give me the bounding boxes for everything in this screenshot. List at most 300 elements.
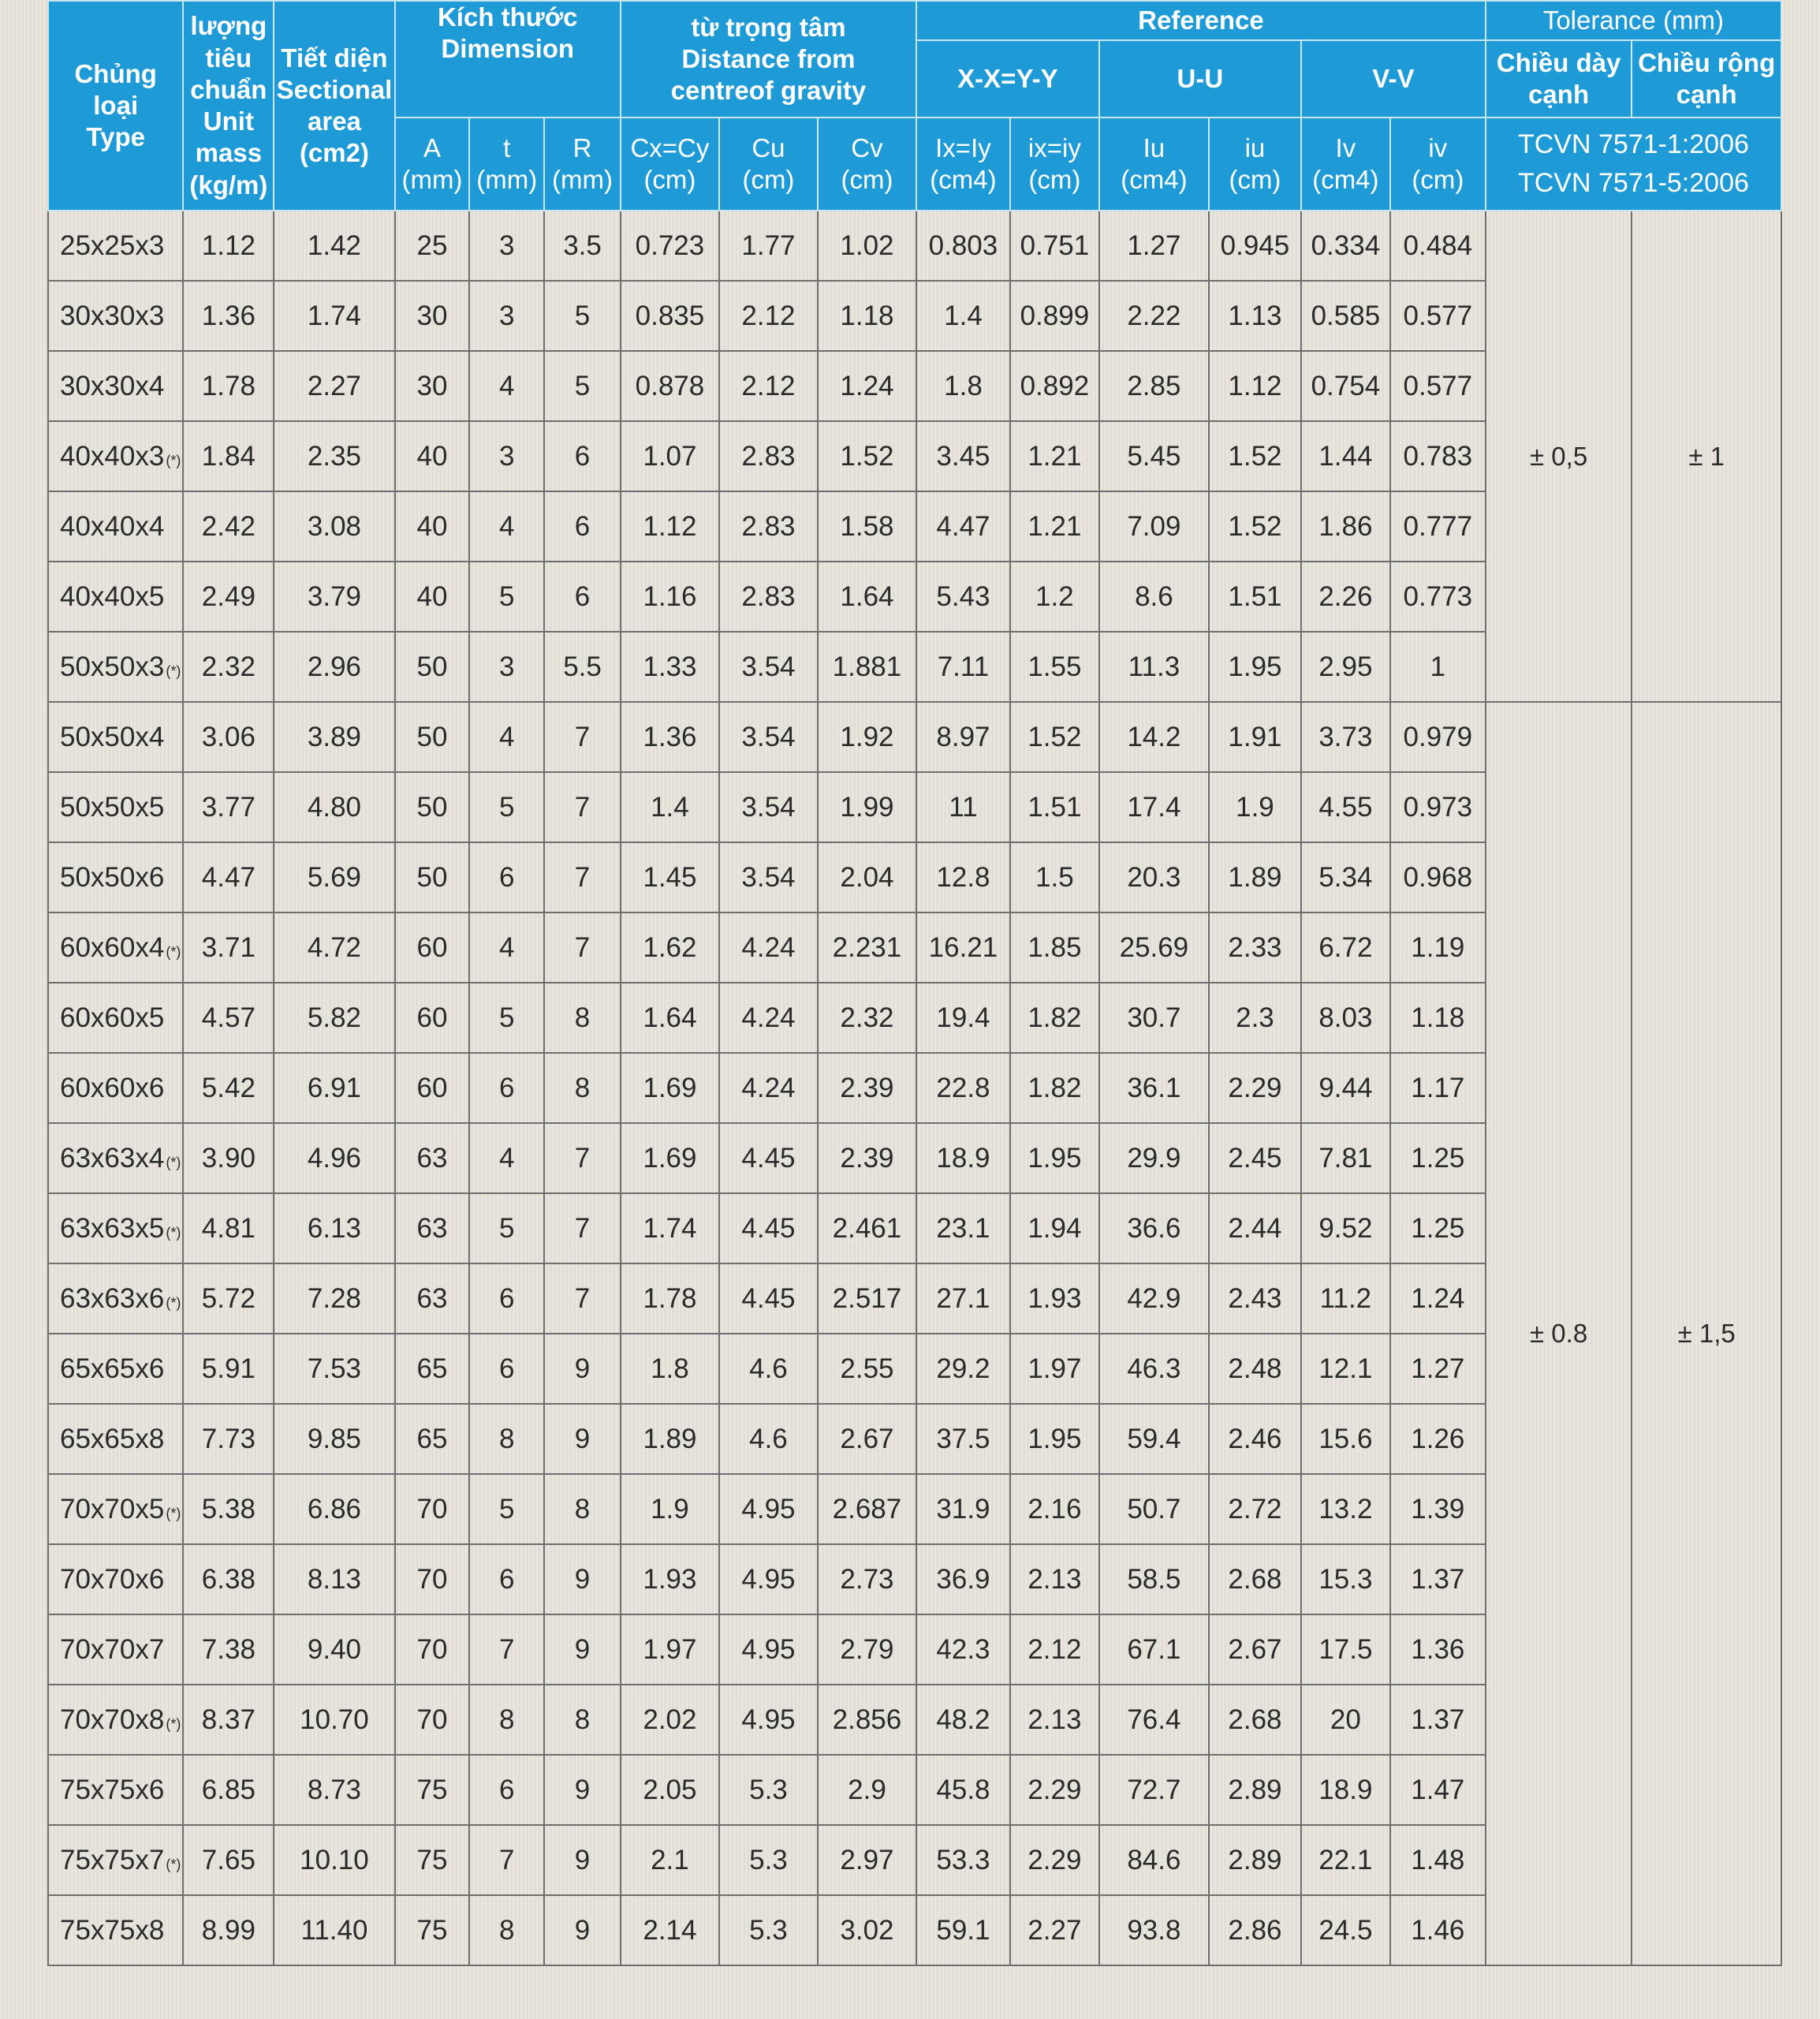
type-label: 60x60x4 (60, 931, 165, 963)
value-cell: 40 (395, 491, 470, 562)
value-cell: 7.53 (274, 1334, 394, 1404)
value-cell: 6 (469, 1334, 544, 1404)
star-marker: (*) (166, 1154, 181, 1170)
value-cell: 50 (395, 772, 470, 842)
value-cell: 4 (469, 351, 544, 421)
value-cell: 0.723 (621, 211, 719, 281)
value-cell: 2.86 (1209, 1895, 1301, 1965)
value-cell: 17.5 (1301, 1614, 1390, 1685)
value-cell: 2.42 (183, 491, 274, 562)
type-cell (48, 1123, 183, 1193)
type-label: 75x75x7 (60, 1844, 165, 1875)
value-cell: 1.25 (1390, 1193, 1486, 1263)
value-cell: 40 (395, 421, 470, 491)
value-cell: 5 (469, 1193, 544, 1263)
value-cell: 7 (544, 1193, 621, 1263)
value-cell: 1.17 (1390, 1053, 1486, 1123)
type-cell (48, 562, 183, 632)
type-cell (48, 842, 183, 912)
value-cell: 75 (395, 1895, 470, 1965)
width-tolerance-cell: ± 1 (1632, 211, 1781, 702)
tolerance-header: Tolerance (mm) (1486, 1, 1781, 40)
value-cell: 0.968 (1390, 842, 1486, 912)
value-cell: 3.54 (719, 632, 818, 702)
value-cell: 1.45 (621, 842, 719, 912)
value-cell: 75 (395, 1825, 470, 1895)
value-cell: 11.3 (1099, 632, 1209, 702)
value-cell: 1.89 (621, 1404, 719, 1474)
value-cell: 2.27 (274, 351, 394, 421)
value-cell: 4 (469, 1123, 544, 1193)
value-cell: 3.45 (916, 421, 1010, 491)
value-cell: 1.82 (1010, 983, 1099, 1053)
star-marker: (*) (166, 452, 181, 468)
value-cell: 9 (544, 1755, 621, 1825)
value-cell: 3.73 (1301, 702, 1390, 772)
type-label: 50x50x3 (60, 651, 165, 682)
value-cell: 2.35 (274, 421, 394, 491)
value-cell: 1.58 (818, 491, 916, 562)
value-cell: 2.68 (1209, 1685, 1301, 1755)
value-cell: 2.13 (1010, 1544, 1099, 1614)
value-cell: 4.72 (274, 912, 394, 983)
type-cell (48, 491, 183, 562)
value-cell: 1.97 (1010, 1334, 1099, 1404)
type-label: 75x75x6 (60, 1774, 165, 1805)
value-cell: 8 (469, 1895, 544, 1965)
value-cell: 0.585 (1301, 281, 1390, 351)
value-cell: 8.37 (183, 1685, 274, 1755)
type-label: 63x63x5 (60, 1212, 165, 1244)
centroid-distance-header: từ trọng tâm Distance from centreof gravity (621, 1, 916, 118)
value-cell: 1.8 (621, 1334, 719, 1404)
width-tolerance-header: Chiều rộng cạnh (1632, 40, 1781, 118)
type-cell (48, 211, 183, 281)
value-cell: 3.54 (719, 842, 818, 912)
sectional-area-header: Tiết diện Sectional area (cm2) (274, 1, 394, 211)
value-cell: 7.28 (274, 1263, 394, 1334)
value-cell: 37.5 (916, 1404, 1010, 1474)
value-cell: 2.83 (719, 491, 818, 562)
value-cell: 2.33 (1209, 912, 1301, 983)
value-cell: 1.99 (818, 772, 916, 842)
value-cell: 2.461 (818, 1193, 916, 1263)
value-cell: 2.02 (621, 1685, 719, 1755)
type-label: 25x25x3 (60, 230, 165, 261)
value-cell: 0.777 (1390, 491, 1486, 562)
value-cell: 2.67 (818, 1404, 916, 1474)
type-cell (48, 351, 183, 421)
type-cell (48, 1263, 183, 1334)
value-cell: 0.945 (1209, 211, 1301, 281)
value-cell: 48.2 (916, 1685, 1010, 1755)
value-cell: 1.95 (1010, 1404, 1099, 1474)
value-cell: 1.64 (818, 562, 916, 632)
value-cell: 1.78 (183, 351, 274, 421)
col-ix-radius-header: ix=iy (cm) (1010, 118, 1099, 211)
value-cell: 3.77 (183, 772, 274, 842)
value-cell: 1.5 (1010, 842, 1099, 912)
value-cell: 18.9 (916, 1123, 1010, 1193)
value-cell: 8 (469, 1685, 544, 1755)
value-cell: 12.8 (916, 842, 1010, 912)
value-cell: 1.4 (621, 772, 719, 842)
value-cell: 4.24 (719, 1053, 818, 1123)
value-cell: 25 (395, 211, 470, 281)
value-cell: 2.231 (818, 912, 916, 983)
value-cell: 2.3 (1209, 983, 1301, 1053)
value-cell: 7.09 (1099, 491, 1209, 562)
value-cell: 2.14 (621, 1895, 719, 1965)
value-cell: 6 (469, 1544, 544, 1614)
value-cell: 50 (395, 842, 470, 912)
type-cell (48, 632, 183, 702)
value-cell: 29.2 (916, 1334, 1010, 1404)
value-cell: 60 (395, 912, 470, 983)
value-cell: 45.8 (916, 1755, 1010, 1825)
value-cell: 5 (544, 351, 621, 421)
value-cell: 93.8 (1099, 1895, 1209, 1965)
value-cell: 4 (469, 912, 544, 983)
star-marker: (*) (166, 662, 181, 679)
value-cell: 9 (544, 1614, 621, 1685)
value-cell: 8.03 (1301, 983, 1390, 1053)
value-cell: 0.973 (1390, 772, 1486, 842)
value-cell: 1.24 (1390, 1263, 1486, 1334)
value-cell: 10.70 (274, 1685, 394, 1755)
value-cell: 0.577 (1390, 351, 1486, 421)
value-cell: 6 (469, 842, 544, 912)
value-cell: 8 (544, 1474, 621, 1544)
value-cell: 5.91 (183, 1334, 274, 1404)
value-cell: 30 (395, 281, 470, 351)
value-cell: 24.5 (1301, 1895, 1390, 1965)
value-cell: 4 (469, 702, 544, 772)
star-marker: (*) (166, 943, 181, 960)
value-cell: 2.72 (1209, 1474, 1301, 1544)
type-cell (48, 1544, 183, 1614)
value-cell: 1 (1390, 632, 1486, 702)
value-cell: 7.81 (1301, 1123, 1390, 1193)
type-cell (48, 1404, 183, 1474)
value-cell: 70 (395, 1544, 470, 1614)
value-cell: 7.65 (183, 1825, 274, 1895)
value-cell: 5.3 (719, 1755, 818, 1825)
value-cell: 0.878 (621, 351, 719, 421)
value-cell: 5.5 (544, 632, 621, 702)
value-cell: 4.95 (719, 1685, 818, 1755)
value-cell: 5.3 (719, 1825, 818, 1895)
value-cell: 1.39 (1390, 1474, 1486, 1544)
type-label: 70x70x6 (60, 1563, 165, 1595)
value-cell: 8 (544, 1053, 621, 1123)
value-cell: 6.72 (1301, 912, 1390, 983)
value-cell: 8 (544, 1685, 621, 1755)
value-cell: 2.517 (818, 1263, 916, 1334)
type-label: 60x60x6 (60, 1072, 165, 1103)
value-cell: 1.84 (183, 421, 274, 491)
value-cell: 3.54 (719, 772, 818, 842)
type-cell (48, 1193, 183, 1263)
value-cell: 1.74 (621, 1193, 719, 1263)
value-cell: 4.55 (1301, 772, 1390, 842)
type-label: 50x50x6 (60, 861, 165, 893)
value-cell: 1.94 (1010, 1193, 1099, 1263)
value-cell: 0.334 (1301, 211, 1390, 281)
value-cell: 70 (395, 1474, 470, 1544)
value-cell: 1.19 (1390, 912, 1486, 983)
value-cell: 5.69 (274, 842, 394, 912)
value-cell: 27.1 (916, 1263, 1010, 1334)
value-cell: 67.1 (1099, 1614, 1209, 1685)
value-cell: 3.79 (274, 562, 394, 632)
value-cell: 8.97 (916, 702, 1010, 772)
value-cell: 5 (469, 562, 544, 632)
thickness-tolerance-cell: ± 0,5 (1486, 211, 1632, 702)
dimension-header: Kích thước Dimension (395, 1, 621, 118)
value-cell: 9 (544, 1334, 621, 1404)
value-cell: 0.577 (1390, 281, 1486, 351)
value-cell: 1.881 (818, 632, 916, 702)
value-cell: 63 (395, 1263, 470, 1334)
value-cell: 1.97 (621, 1614, 719, 1685)
value-cell: 2.45 (1209, 1123, 1301, 1193)
value-cell: 7 (544, 912, 621, 983)
type-label: 30x30x3 (60, 300, 165, 331)
value-cell: 1.52 (1010, 702, 1099, 772)
value-cell: 3 (469, 632, 544, 702)
value-cell: 3 (469, 211, 544, 281)
value-cell: 0.484 (1390, 211, 1486, 281)
angle-steel-spec-table (47, 0, 1782, 1966)
value-cell: 1.42 (274, 211, 394, 281)
value-cell: 22.8 (916, 1053, 1010, 1123)
value-cell: 8 (544, 983, 621, 1053)
value-cell: 2.9 (818, 1755, 916, 1825)
value-cell: 2.16 (1010, 1474, 1099, 1544)
type-cell (48, 421, 183, 491)
value-cell: 6.38 (183, 1544, 274, 1614)
value-cell: 1.36 (1390, 1614, 1486, 1685)
value-cell: 5.38 (183, 1474, 274, 1544)
value-cell: 1.93 (1010, 1263, 1099, 1334)
value-cell: 59.1 (916, 1895, 1010, 1965)
type-label: 50x50x4 (60, 721, 165, 752)
value-cell: 46.3 (1099, 1334, 1209, 1404)
value-cell: 4.24 (719, 912, 818, 983)
value-cell: 3 (469, 421, 544, 491)
value-cell: 2.43 (1209, 1263, 1301, 1334)
value-cell: 2.12 (719, 281, 818, 351)
value-cell: 5.43 (916, 562, 1010, 632)
value-cell: 2.85 (1099, 351, 1209, 421)
value-cell: 9 (544, 1825, 621, 1895)
value-cell: 2.55 (818, 1334, 916, 1404)
value-cell: 3.90 (183, 1123, 274, 1193)
type-label: 70x70x5 (60, 1493, 165, 1525)
value-cell: 1.62 (621, 912, 719, 983)
value-cell: 30 (395, 351, 470, 421)
value-cell: 3.08 (274, 491, 394, 562)
value-cell: 2.27 (1010, 1895, 1099, 1965)
value-cell: 0.754 (1301, 351, 1390, 421)
table-row (48, 211, 1781, 281)
value-cell: 6 (469, 1263, 544, 1334)
value-cell: 1.25 (1390, 1123, 1486, 1193)
value-cell: 7.38 (183, 1614, 274, 1685)
type-cell (48, 1755, 183, 1825)
value-cell: 2.97 (818, 1825, 916, 1895)
value-cell: 1.8 (916, 351, 1010, 421)
value-cell: 9.44 (1301, 1053, 1390, 1123)
col-iu-header: Iu (cm4) (1099, 118, 1209, 211)
value-cell: 8.6 (1099, 562, 1209, 632)
value-cell: 4.95 (719, 1614, 818, 1685)
value-cell: 2.32 (818, 983, 916, 1053)
value-cell: 1.37 (1390, 1685, 1486, 1755)
value-cell: 2.29 (1010, 1755, 1099, 1825)
star-marker: (*) (166, 1294, 181, 1311)
value-cell: 20 (1301, 1685, 1390, 1755)
value-cell: 2.04 (818, 842, 916, 912)
value-cell: 9 (544, 1404, 621, 1474)
vv-header: V-V (1301, 40, 1486, 118)
col-iu-radius-header: iu (cm) (1209, 118, 1301, 211)
value-cell: 4.95 (719, 1544, 818, 1614)
value-cell: 2.73 (818, 1544, 916, 1614)
value-cell: 11.40 (274, 1895, 394, 1965)
value-cell: 14.2 (1099, 702, 1209, 772)
value-cell: 1.46 (1390, 1895, 1486, 1965)
value-cell: 2.79 (818, 1614, 916, 1685)
type-label: 40x40x4 (60, 510, 165, 542)
type-cell (48, 1053, 183, 1123)
value-cell: 4.96 (274, 1123, 394, 1193)
value-cell: 0.751 (1010, 211, 1099, 281)
value-cell: 1.77 (719, 211, 818, 281)
value-cell: 63 (395, 1123, 470, 1193)
col-iv-radius-header: iv (cm) (1390, 118, 1486, 211)
value-cell: 1.44 (1301, 421, 1390, 491)
value-cell: 1.18 (1390, 983, 1486, 1053)
value-cell: 30.7 (1099, 983, 1209, 1053)
value-cell: 6 (544, 421, 621, 491)
value-cell: 3.5 (544, 211, 621, 281)
value-cell: 6.86 (274, 1474, 394, 1544)
value-cell: 1.91 (1209, 702, 1301, 772)
type-label: 70x70x7 (60, 1633, 165, 1665)
value-cell: 6.91 (274, 1053, 394, 1123)
value-cell: 10.10 (274, 1825, 394, 1895)
value-cell: 0.979 (1390, 702, 1486, 772)
value-cell: 1.2 (1010, 562, 1099, 632)
value-cell: 5.42 (183, 1053, 274, 1123)
value-cell: 1.55 (1010, 632, 1099, 702)
type-cell (48, 1895, 183, 1965)
value-cell: 36.6 (1099, 1193, 1209, 1263)
value-cell: 4.6 (719, 1404, 818, 1474)
value-cell: 2.26 (1301, 562, 1390, 632)
value-cell: 5.34 (1301, 842, 1390, 912)
type-label: 40x40x3 (60, 440, 165, 472)
type-header: Chủng loại Type (48, 1, 183, 211)
type-label: 30x30x4 (60, 370, 165, 401)
value-cell: 1.82 (1010, 1053, 1099, 1123)
star-marker: (*) (166, 1715, 181, 1732)
value-cell: 2.22 (1099, 281, 1209, 351)
value-cell: 1.37 (1390, 1544, 1486, 1614)
value-cell: 15.3 (1301, 1544, 1390, 1614)
value-cell: 7.11 (916, 632, 1010, 702)
type-cell (48, 912, 183, 983)
col-cu-header: Cu (cm) (719, 118, 818, 211)
value-cell: 7.73 (183, 1404, 274, 1474)
col-a-header: A (mm) (395, 118, 470, 211)
value-cell: 63 (395, 1193, 470, 1263)
value-cell: 2.39 (818, 1053, 916, 1123)
value-cell: 15.6 (1301, 1404, 1390, 1474)
value-cell: 4.95 (719, 1474, 818, 1544)
value-cell: 1.74 (274, 281, 394, 351)
value-cell: 8 (469, 1404, 544, 1474)
value-cell: 3.02 (818, 1895, 916, 1965)
type-label: 65x65x6 (60, 1353, 165, 1384)
value-cell: 6 (469, 1053, 544, 1123)
value-cell: 20.3 (1099, 842, 1209, 912)
value-cell: 42.3 (916, 1614, 1010, 1685)
value-cell: 2.12 (719, 351, 818, 421)
value-cell: 7 (544, 702, 621, 772)
value-cell: 7 (544, 772, 621, 842)
value-cell: 2.67 (1209, 1614, 1301, 1685)
value-cell: 2.89 (1209, 1755, 1301, 1825)
value-cell: 1.95 (1010, 1123, 1099, 1193)
value-cell: 1.12 (183, 211, 274, 281)
value-cell: 1.02 (818, 211, 916, 281)
value-cell: 0.803 (916, 211, 1010, 281)
value-cell: 76.4 (1099, 1685, 1209, 1755)
value-cell: 2.29 (1209, 1053, 1301, 1123)
value-cell: 1.52 (818, 421, 916, 491)
star-marker: (*) (166, 1505, 181, 1521)
value-cell: 60 (395, 1053, 470, 1123)
value-cell: 4.45 (719, 1263, 818, 1334)
width-tolerance-cell: ± 1,5 (1632, 702, 1781, 1965)
col-t-header: t (mm) (469, 118, 544, 211)
value-cell: 2.05 (621, 1755, 719, 1825)
value-cell: 13.2 (1301, 1474, 1390, 1544)
value-cell: 29.9 (1099, 1123, 1209, 1193)
value-cell: 2.46 (1209, 1404, 1301, 1474)
value-cell: 50.7 (1099, 1474, 1209, 1544)
value-cell: 4.80 (274, 772, 394, 842)
value-cell: 5 (469, 772, 544, 842)
value-cell: 7 (544, 842, 621, 912)
value-cell: 0.892 (1010, 351, 1099, 421)
value-cell: 1.93 (621, 1544, 719, 1614)
value-cell: 5.82 (274, 983, 394, 1053)
value-cell: 5 (469, 1474, 544, 1544)
value-cell: 70 (395, 1614, 470, 1685)
value-cell: 2.49 (183, 562, 274, 632)
uu-header: U-U (1099, 40, 1301, 118)
value-cell: 3.54 (719, 702, 818, 772)
value-cell: 11 (916, 772, 1010, 842)
value-cell: 1.69 (621, 1053, 719, 1123)
value-cell: 4.57 (183, 983, 274, 1053)
type-label: 75x75x8 (60, 1914, 165, 1946)
value-cell: 75 (395, 1755, 470, 1825)
